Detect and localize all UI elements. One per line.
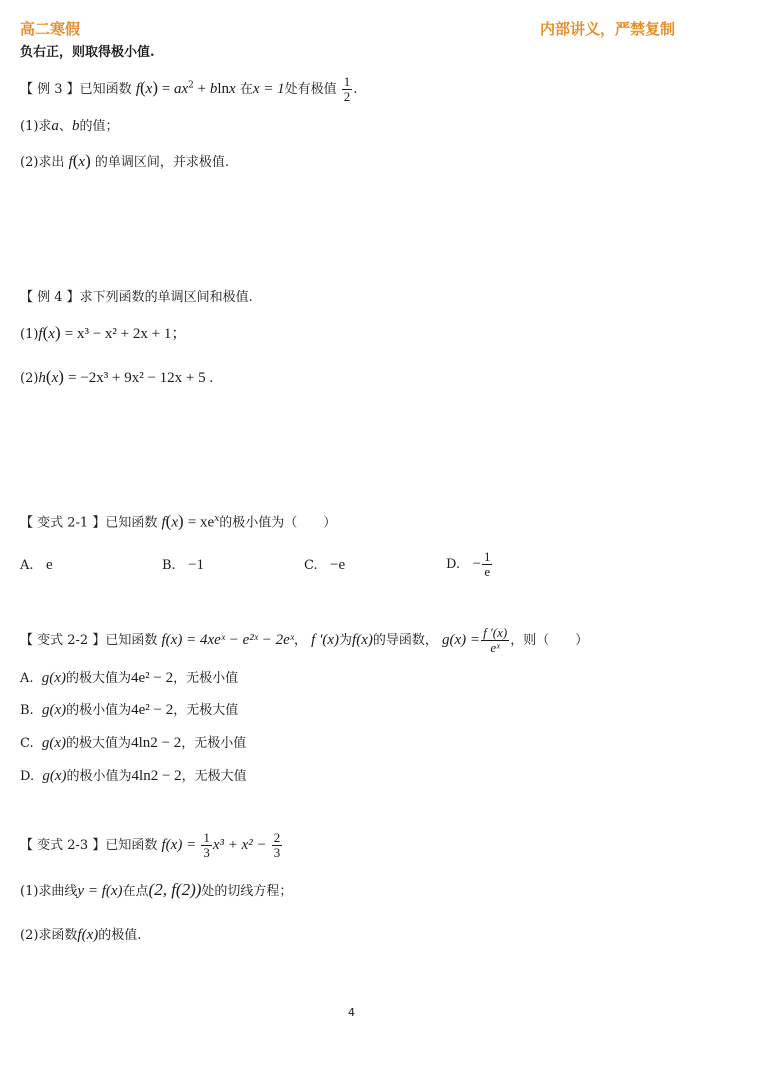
page-number: 4 <box>348 1006 355 1019</box>
variant-2-1-option-c[interactable]: C. −e <box>304 557 346 573</box>
variant-2-2-statement: 【 变式 2-2 】已知函数 f(x) = 4xeˣ − e²ˣ − 2eˣ， f ′(x)为f(x)的导函数， g(x) = $\frac{f '(x)}{\text{eˣ}}$ ，则（ ） <box>20 625 589 655</box>
variant-2-3-question-2: (2)求函数f(x)的极值. <box>20 927 142 943</box>
variant-2-3-tag: 【 变式 2-3 】 <box>20 838 106 853</box>
variant-2-2-option-a[interactable]: A. g(x)的极大值为4e² − 2，无极小值 <box>20 670 239 686</box>
example-3-statement: 【 例 3 】已知函数 $f(x) = ax^2 + blnx$ 在x = 1处有极值 $\frac{1}{2}$ . <box>20 74 358 104</box>
header-right-notice: 内部讲义，严禁复制 <box>540 20 676 38</box>
intro-line: 负右正，则取得极小值. <box>20 45 155 60</box>
variant-2-3-statement: 【 变式 2-3 】已知函数 f(x) = $\frac{1}{3}$ x³ + x² − $\frac{2}{3}$ <box>20 830 281 860</box>
example-4-tag: 【 例 4 】 <box>20 290 80 305</box>
variant-2-1-option-d[interactable]: D. − $\frac{1}{e}$ <box>446 549 491 579</box>
variant-2-2-option-d[interactable]: D. g(x)的极小值为4ln2 − 2，无极大值 <box>20 768 247 784</box>
example-3-question-2: (2)求出 f(x) 的单调区间，并求极值. <box>20 151 230 170</box>
variant-2-1-option-b[interactable]: B. −1 <box>162 557 205 573</box>
variant-2-2-option-c[interactable]: C. g(x)的极大值为4ln2 − 2，无极小值 <box>20 735 247 751</box>
example-4-statement: 【 例 4 】求下列函数的单调区间和极值. <box>20 290 253 305</box>
example-4-part-1: (1)f(x) = x³ − x² + 2x + 1； <box>20 323 187 342</box>
variant-2-1-statement: 【 变式 2-1 】已知函数 $f(x) = xe^x$的极小值为（ ） <box>20 511 337 531</box>
variant-2-1-tag: 【 变式 2-1 】 <box>20 515 106 531</box>
variant-2-3-question-1: (1)求曲线y = f(x)在点(2, f(2))处的切线方程； <box>20 880 293 899</box>
example-4-part-2: (2)h(x) = −2x³ + 9x² − 12x + 5 . <box>20 367 214 386</box>
variant-2-1-option-a[interactable]: A. e <box>20 557 53 573</box>
variant-2-2-option-b[interactable]: B. g(x)的极小值为4e² − 2，无极大值 <box>20 702 239 718</box>
example-3-question-1: (1)求a、b的值； <box>20 118 119 134</box>
header-left-title: 高二寒假 <box>20 20 81 38</box>
example-3-fraction: $\frac{1}{2}$ <box>343 74 351 104</box>
example-3-tag: 【 例 3 】 <box>20 82 80 97</box>
variant-2-2-tag: 【 变式 2-2 】 <box>20 633 106 648</box>
